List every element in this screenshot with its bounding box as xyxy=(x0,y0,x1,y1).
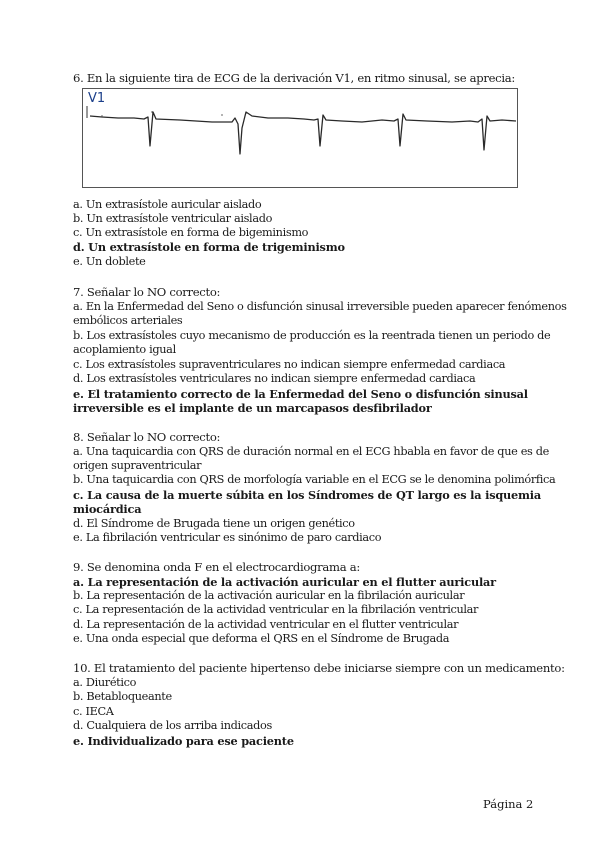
q10-option-d: d. Cualquiera de los arriba indicados xyxy=(73,719,272,732)
ecg-lead-label: V1 xyxy=(88,91,106,106)
q9-option-c: c. La representación de la actividad ventricular en la fibrilación ventricular xyxy=(73,603,479,616)
q6-option-d-correct: d. Un extrasístole en forma de trigeminismo xyxy=(73,240,345,254)
q8-line: e. La fibrilación ventricular es sinónimo de paro cardiaco xyxy=(73,531,382,544)
question-9-title: 9. Se denomina onda F en el electrocardiograma a: xyxy=(73,560,360,574)
question-7-title: 7. Señalar lo NO correcto: xyxy=(73,285,221,299)
q7-line-correct: irreversible es el implante de un marcapasos desfibrilador xyxy=(73,401,432,415)
q8-line: origen supraventricular xyxy=(73,459,202,472)
q8-line: b. Una taquicardia con QRS de morfología variable en el ECG se le denomina polimórfica xyxy=(73,473,556,486)
q7-line: d. Los extrasístoles ventriculares no indican siempre enfermedad cardiaca xyxy=(73,372,476,385)
q9-option-a-correct: a. La representación de la activación auricular en el flutter auricular xyxy=(73,575,496,589)
q7-line: c. Los extrasístoles supraventriculares no indican siempre enfermedad cardiaca xyxy=(73,358,506,371)
q8-line: d. El Síndrome de Brugada tiene un origen genético xyxy=(73,517,355,530)
q8-line: a. Una taquicardia con QRS de duración normal en el ECG hbabla en favor de que es de xyxy=(73,445,549,458)
ecg-strip-image xyxy=(82,88,518,188)
q10-option-c: c. IECA xyxy=(73,705,114,718)
q7-line: a. En la Enfermedad del Seno o disfunción sinusal irreversible pueden aparecer fenómenos xyxy=(73,300,567,313)
question-8-title: 8. Señalar lo NO correcto: xyxy=(73,430,221,444)
q6-option-e: e. Un doblete xyxy=(73,255,146,268)
q7-line: b. Los extrasístoles cuyo mecanismo de producción es la reentrada tienen un periodo de xyxy=(73,329,551,342)
q7-line-correct: e. El tratamiento correcto de la Enfermedad del Seno o disfunción sinusal xyxy=(73,387,528,401)
q6-option-b: b. Un extrasístole ventricular aislado xyxy=(73,212,273,225)
question-10-title: 10. El tratamiento del paciente hipertenso debe iniciarse siempre con un medicamento: xyxy=(73,661,565,675)
q6-option-c: c. Un extrasístole en forma de bigeminismo xyxy=(73,226,309,239)
page-number: Página 2 xyxy=(483,797,534,811)
q6-option-a: a. Un extrasístole auricular aislado xyxy=(73,198,262,211)
question-6-title: 6. En la siguiente tira de ECG de la derivación V1, en ritmo sinusal, se aprecia: xyxy=(73,71,515,85)
q10-option-b: b. Betabloqueante xyxy=(73,690,172,703)
q9-option-e: e. Una onda especial que deforma el QRS en el Síndrome de Brugada xyxy=(73,632,450,645)
q10-option-e-correct: e. Individualizado para ese paciente xyxy=(73,734,294,748)
q7-line: embólicos arteriales xyxy=(73,314,183,327)
q8-line-correct: miocárdica xyxy=(73,502,142,516)
q8-line-correct: c. La causa de la muerte súbita en los Síndromes de QT largo es la isquemia xyxy=(73,488,542,502)
q9-option-d: d. La representación de la actividad ventricular en el flutter ventricular xyxy=(73,618,459,631)
q9-option-b: b. La representación de la activación auricular en la fibrilación auricular xyxy=(73,589,465,602)
q7-line: acoplamiento igual xyxy=(73,343,176,356)
q10-option-a: a. Diurético xyxy=(73,676,137,689)
